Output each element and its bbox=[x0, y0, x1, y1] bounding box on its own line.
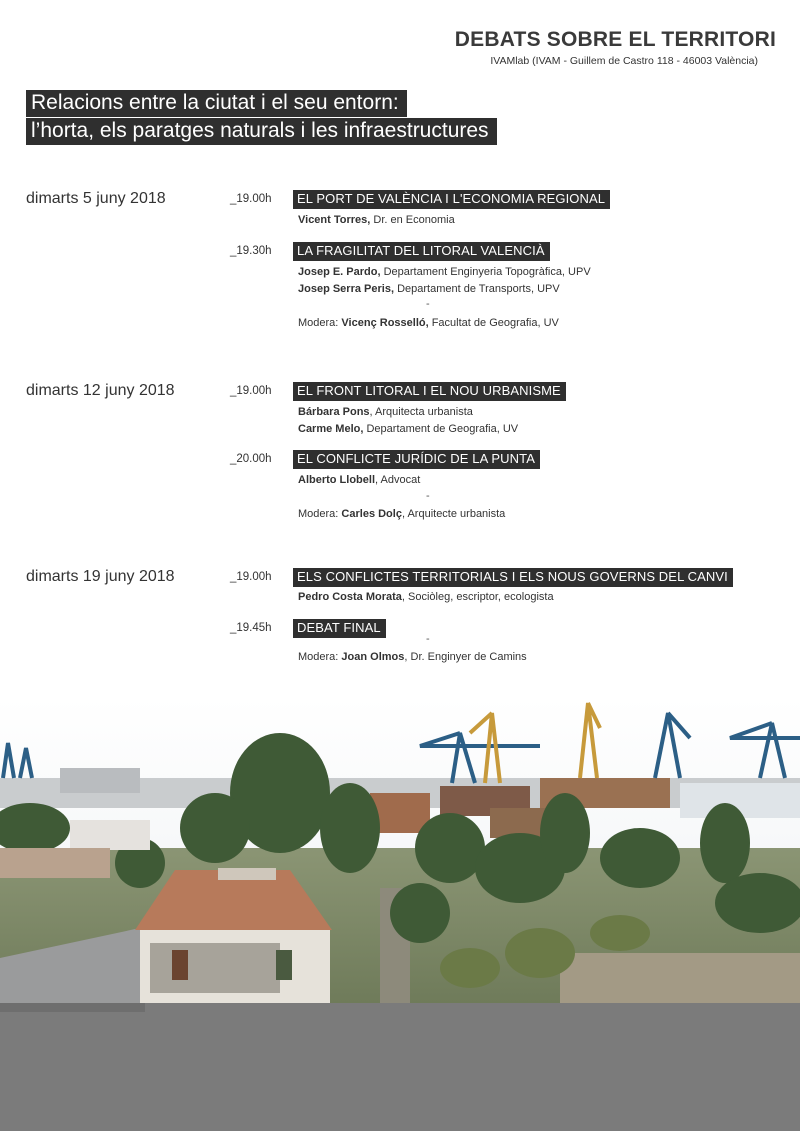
moderator-line bbox=[298, 651, 527, 663]
main-title bbox=[26, 90, 497, 145]
moderator-line bbox=[298, 508, 505, 520]
footer-band bbox=[0, 1003, 800, 1131]
moderator-name: Vicenç Rosselló, bbox=[341, 317, 429, 329]
speaker-line bbox=[298, 283, 560, 295]
talk-title: DEBAT FINAL bbox=[293, 619, 386, 638]
separator-dash: - bbox=[426, 298, 430, 310]
event-series-title: DEBATS SOBRE EL TERRITORI bbox=[454, 28, 776, 51]
moderator-line bbox=[298, 317, 559, 329]
talk-time: _19.00h bbox=[230, 193, 272, 205]
moderator-prefix: Modera: bbox=[298, 651, 342, 663]
speaker-name: Vicent Torres, bbox=[298, 214, 371, 226]
talk-time: _19.00h bbox=[230, 571, 272, 583]
moderator-affiliation: Facultat de Geografia, UV bbox=[428, 317, 559, 329]
speaker-line bbox=[298, 423, 518, 435]
talk-time: _19.30h bbox=[230, 245, 272, 257]
separator-dash: - bbox=[426, 633, 430, 645]
speaker-name: Alberto Llobell bbox=[298, 474, 375, 486]
speaker-line bbox=[298, 406, 473, 418]
talk-title: EL PORT DE VALÈNCIA I L'ECONOMIA REGIONAL bbox=[293, 190, 610, 209]
speaker-name: Bárbara Pons bbox=[298, 406, 370, 418]
speaker-name: Josep E. Pardo, bbox=[298, 266, 381, 278]
speaker-affiliation: Dr. en Economia bbox=[370, 214, 455, 226]
speaker-affiliation: Departament Enginyeria Topogràfica, UPV bbox=[380, 266, 591, 278]
moderator-prefix: Modera: bbox=[298, 508, 342, 520]
speaker-line bbox=[298, 266, 591, 278]
speaker-line bbox=[298, 214, 455, 226]
speaker-name: Carme Melo, bbox=[298, 423, 364, 435]
speaker-line bbox=[298, 474, 420, 486]
main-title-line-2: l’horta, els paratges naturals i les infraestructures bbox=[26, 118, 497, 145]
port-landscape-illustration bbox=[0, 698, 800, 1003]
moderator-name: Carles Dolç bbox=[341, 508, 402, 520]
separator-dash: - bbox=[426, 490, 430, 502]
moderator-name: Joan Olmos bbox=[341, 651, 405, 663]
day-date: dimarts 5 juny 2018 bbox=[26, 190, 166, 207]
footer-band-step bbox=[0, 1003, 145, 1012]
talk-title: LA FRAGILITAT DEL LITORAL VALENCIÀ bbox=[293, 242, 550, 261]
speaker-line bbox=[298, 591, 554, 603]
day-date: dimarts 19 juny 2018 bbox=[26, 568, 175, 585]
talk-title: EL FRONT LITORAL I EL NOU URBANISME bbox=[293, 382, 566, 401]
speaker-affiliation: , Arquitecta urbanista bbox=[369, 406, 473, 418]
venue-address: IVAMlab (IVAM - Guillem de Castro 118 - 46003 València) bbox=[490, 55, 758, 67]
speaker-affiliation: , Sociòleg, escriptor, ecologista bbox=[401, 591, 554, 603]
talk-time: _19.45h bbox=[230, 622, 272, 634]
port-landscape-photo bbox=[0, 698, 800, 1003]
speaker-affiliation: Departament de Geografia, UV bbox=[363, 423, 519, 435]
day-date: dimarts 12 juny 2018 bbox=[26, 382, 175, 399]
moderator-prefix: Modera: bbox=[298, 317, 342, 329]
talk-time: _20.00h bbox=[230, 453, 272, 465]
talk-time: _19.00h bbox=[230, 385, 272, 397]
moderator-affiliation: , Dr. Enginyer de Camins bbox=[404, 651, 527, 663]
speaker-affiliation: , Advocat bbox=[375, 474, 421, 486]
talk-title: ELS CONFLICTES TERRITORIALS I ELS NOUS GOVERNS DEL CANVI bbox=[293, 568, 733, 587]
moderator-affiliation: , Arquitecte urbanista bbox=[401, 508, 506, 520]
speaker-affiliation: Departament de Transports, UPV bbox=[394, 283, 560, 295]
speaker-name: Pedro Costa Morata bbox=[298, 591, 402, 603]
main-title-line-1: Relacions entre la ciutat i el seu entorn: bbox=[26, 90, 407, 117]
talk-title: EL CONFLICTE JURÍDIC DE LA PUNTA bbox=[293, 450, 540, 469]
speaker-name: Josep Serra Peris, bbox=[298, 283, 395, 295]
